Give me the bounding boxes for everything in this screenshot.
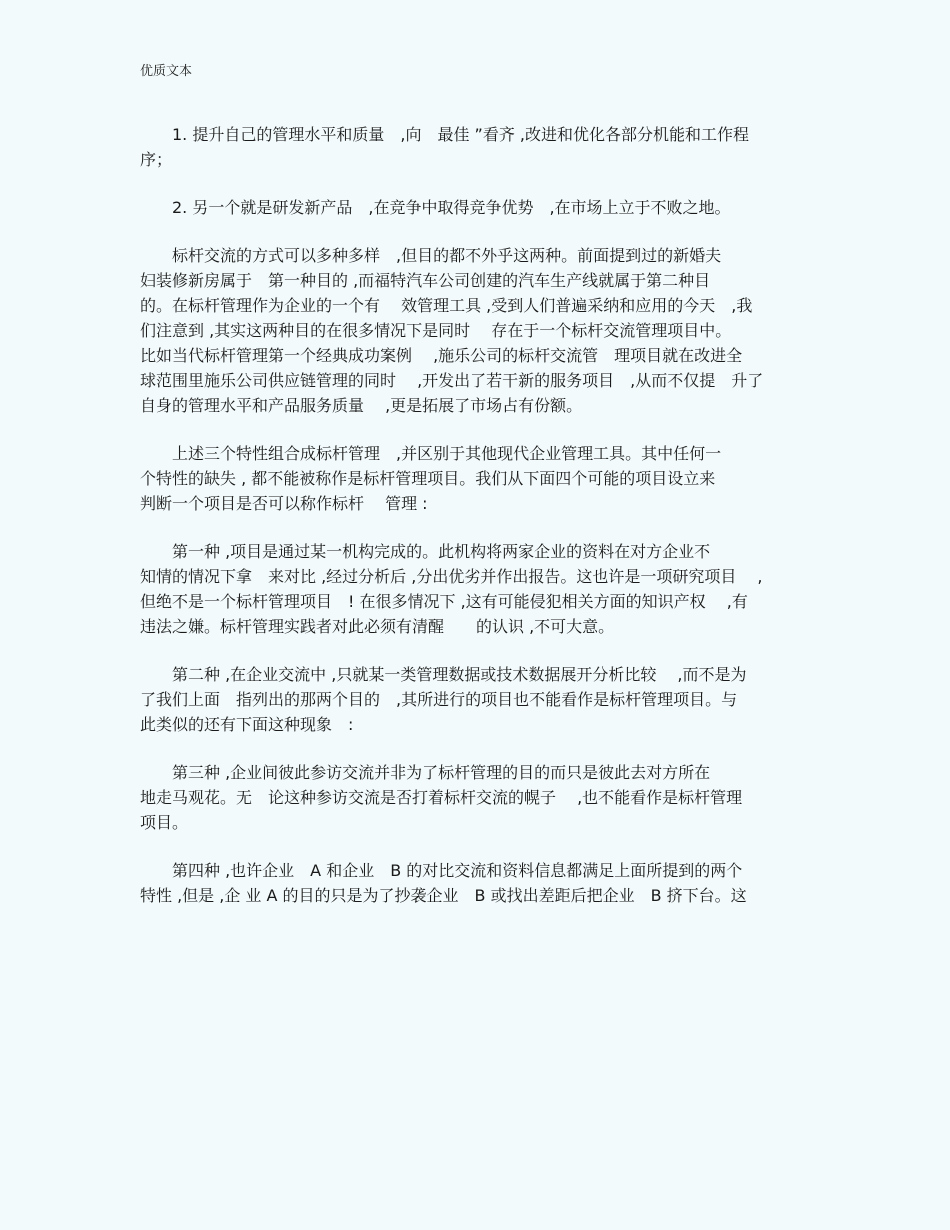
- paragraph-line: 们注意到 ,其实这两种目的在很多情况下是同时 存在于一个标杆交流管理项目中。: [140, 321, 732, 340]
- paragraph-line: 特性 ,但是 ,企 业 A 的目的只是为了抄袭企业 B 或找出差距后把企业 B 挤下台。这: [140, 886, 747, 905]
- paragraph-line: 第三种 ,企业间彼此参访交流并非为了标杆管理的目的而只是彼此去对方所在: [140, 763, 711, 782]
- paragraph-line: 判断一个项目是否可以称作标杆 管理 :: [140, 494, 428, 513]
- paragraph-line: 2. 另一个就是研发新产品 ,在竞争中取得竞争优势 ,在市场上立于不败之地。: [140, 198, 731, 217]
- paragraph-line: 个特性的缺失 , 都不能被称作是标杆管理项目。我们从下面四个可能的项目设立来: [140, 469, 716, 488]
- paragraph-line: 项目。: [140, 813, 189, 832]
- paragraph-line: 比如当代标杆管理第一个经典成功案例 ,施乐公司的标杆交流管 理项目就在改进全: [140, 346, 743, 365]
- paragraph-line: 了我们上面 指列出的那两个目的 ,其所进行的项目也不能看作是标杆管理项目。与: [140, 690, 738, 709]
- paragraph: [140, 760, 820, 835]
- paragraph: [140, 122, 820, 172]
- paragraph-line: 序；: [140, 150, 173, 169]
- paragraph-line: 地走马观花。无 论这种参访交流是否打着标杆交流的幌子 ,也不能看作是标杆管理: [140, 788, 743, 807]
- paragraph: [140, 662, 820, 737]
- paragraph: [140, 441, 820, 516]
- paragraph: [140, 539, 820, 639]
- paragraph: [140, 858, 820, 908]
- paragraph: [140, 243, 820, 418]
- paragraph-line: 标杆交流的方式可以多种多样 ,但目的都不外乎这两种。前面提到过的新婚夫: [140, 246, 722, 265]
- paragraph-line: 违法之嫌。标杆管理实践者对此必须有清醒 的认识 ,不可大意。: [140, 617, 615, 636]
- paragraph-line: 第一种 ,项目是通过某一机构完成的。此机构将两家企业的资料在对方企业不: [140, 542, 711, 561]
- paragraph-line: 妇装修新房属于 第一种目的 ,而福特汽车公司创建的汽车生产线就属于第二种目: [140, 271, 711, 290]
- paragraph-line: 球范围里施乐公司供应链管理的同时 ,开发出了若干新的服务项目 ,从而不仅提 升了: [140, 371, 764, 390]
- paragraph-line: 的。在标杆管理作为企业的一个有 效管理工具 ,受到人们普遍采纳和应用的今天 ,我: [140, 296, 753, 315]
- paragraph-line: 上述三个特性组合成标杆管理 ,并区别于其他现代企业管理工具。其中任何一: [140, 444, 722, 463]
- paragraph-line: 知情的情况下拿 来对比 ,经过分析后 ,分出优劣并作出报告。这也许是一项研究项目 ,: [140, 567, 763, 586]
- paragraph-line: 1. 提升自己的管理水平和质量 ,向 最佳 ”看齐 ,改进和优化各部分机能和工作程: [140, 125, 749, 144]
- page-header-label: 优质文本: [140, 64, 193, 79]
- document-body: [140, 122, 820, 931]
- paragraph: [140, 195, 820, 220]
- paragraph-line: 自身的管理水平和产品服务质量 ,更是拓展了市场占有份额。: [140, 396, 583, 415]
- paragraph-line: 此类似的还有下面这种现象 :: [140, 715, 354, 734]
- paragraph-line: 第四种 ,也许企业 A 和企业 B 的对比交流和资料信息都满足上面所提到的两个: [140, 861, 743, 880]
- paragraph-line: 第二种 ,在企业交流中 ,只就某一类管理数据或技术数据展开分析比较 ,而不是为: [140, 665, 747, 684]
- paragraph-line: 但绝不是一个标杆管理项目 ! 在很多情况下 ,这有可能侵犯相关方面的知识产权 ,有: [140, 592, 748, 611]
